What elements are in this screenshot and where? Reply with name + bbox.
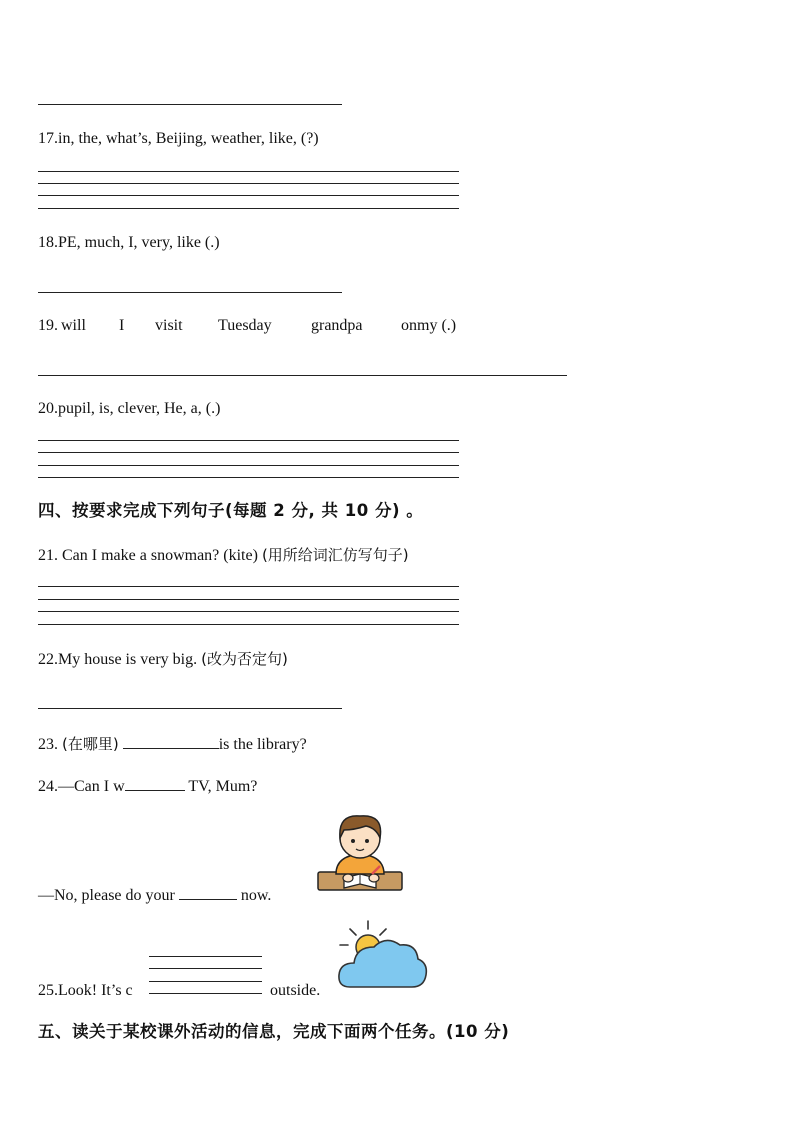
- question-17: 17.in, the, what’s, Beijing, weather, like, (?): [38, 130, 319, 147]
- answer-line[interactable]: [38, 208, 459, 209]
- question-19-word: will: [61, 317, 86, 334]
- question-21-hint: (用所给词汇仿写句子): [261, 546, 409, 564]
- answer-line[interactable]: [149, 993, 262, 994]
- answer-line[interactable]: [149, 981, 262, 982]
- question-23-suffix: is the library?: [218, 736, 307, 753]
- answer-line[interactable]: [38, 465, 459, 466]
- question-19-word: onmy (.): [401, 317, 457, 334]
- question-22-text: 22.My house is very big.: [38, 651, 202, 668]
- answer-line[interactable]: [38, 375, 567, 376]
- question-24-blank-2[interactable]: [179, 883, 237, 900]
- answer-line[interactable]: [149, 956, 262, 957]
- question-24-line-1: [38, 774, 257, 797]
- question-22-hint: (改为否定句): [201, 650, 288, 668]
- answer-line[interactable]: [38, 104, 342, 105]
- question-23-hint: (在哪里): [62, 735, 119, 753]
- question-24-prefix: 24.—Can I w: [38, 778, 125, 795]
- boy-writing-icon: [314, 808, 406, 898]
- answer-line[interactable]: [38, 624, 459, 625]
- question-23-blank[interactable]: [123, 732, 219, 749]
- question-19-word: Tuesday: [218, 317, 272, 334]
- sun-cloud-icon: [334, 915, 430, 995]
- answer-line[interactable]: [38, 611, 459, 612]
- question-25-prefix: 25.Look! It’s c: [38, 982, 133, 999]
- question-21-text: 21. Can I make a snowman? (kite): [38, 547, 262, 564]
- answer-line[interactable]: [38, 599, 459, 600]
- answer-line[interactable]: [38, 452, 459, 453]
- answer-line[interactable]: [38, 292, 342, 293]
- answer-line[interactable]: [38, 477, 459, 478]
- question-24-line-2: [38, 883, 271, 906]
- question-24-line-2-suffix: now.: [236, 887, 272, 904]
- answer-line[interactable]: [38, 708, 342, 709]
- question-19-word: I: [119, 317, 125, 334]
- question-24-suffix: TV, Mum?: [184, 778, 258, 795]
- question-18: 18.PE, much, I, very, like (.): [38, 234, 220, 251]
- question-22: [38, 649, 288, 670]
- question-19-number: 19.: [38, 317, 58, 334]
- question-25-suffix: outside.: [270, 982, 321, 999]
- answer-line[interactable]: [38, 440, 459, 441]
- question-24-blank-1[interactable]: [125, 774, 185, 791]
- answer-line[interactable]: [38, 586, 459, 587]
- question-20: 20.pupil, is, clever, He, a, (.): [38, 400, 221, 417]
- section-4-title: 四、按要求完成下列句子(每题 2 分, 共 10 分) 。: [38, 501, 424, 520]
- question-23-prefix: 23.: [38, 736, 62, 753]
- answer-line[interactable]: [38, 171, 459, 172]
- section-5-title: 五、读关于某校课外活动的信息，完成下面两个任务。(10 分): [38, 1022, 510, 1041]
- question-19-word: grandpa: [311, 317, 363, 334]
- answer-line[interactable]: [38, 183, 459, 184]
- question-21: [38, 545, 409, 566]
- answer-line[interactable]: [38, 195, 459, 196]
- question-23: [38, 732, 307, 755]
- answer-line[interactable]: [149, 968, 262, 969]
- question-24-line-2-prefix: —No, please do your: [38, 887, 179, 904]
- question-19-word: visit: [155, 317, 183, 334]
